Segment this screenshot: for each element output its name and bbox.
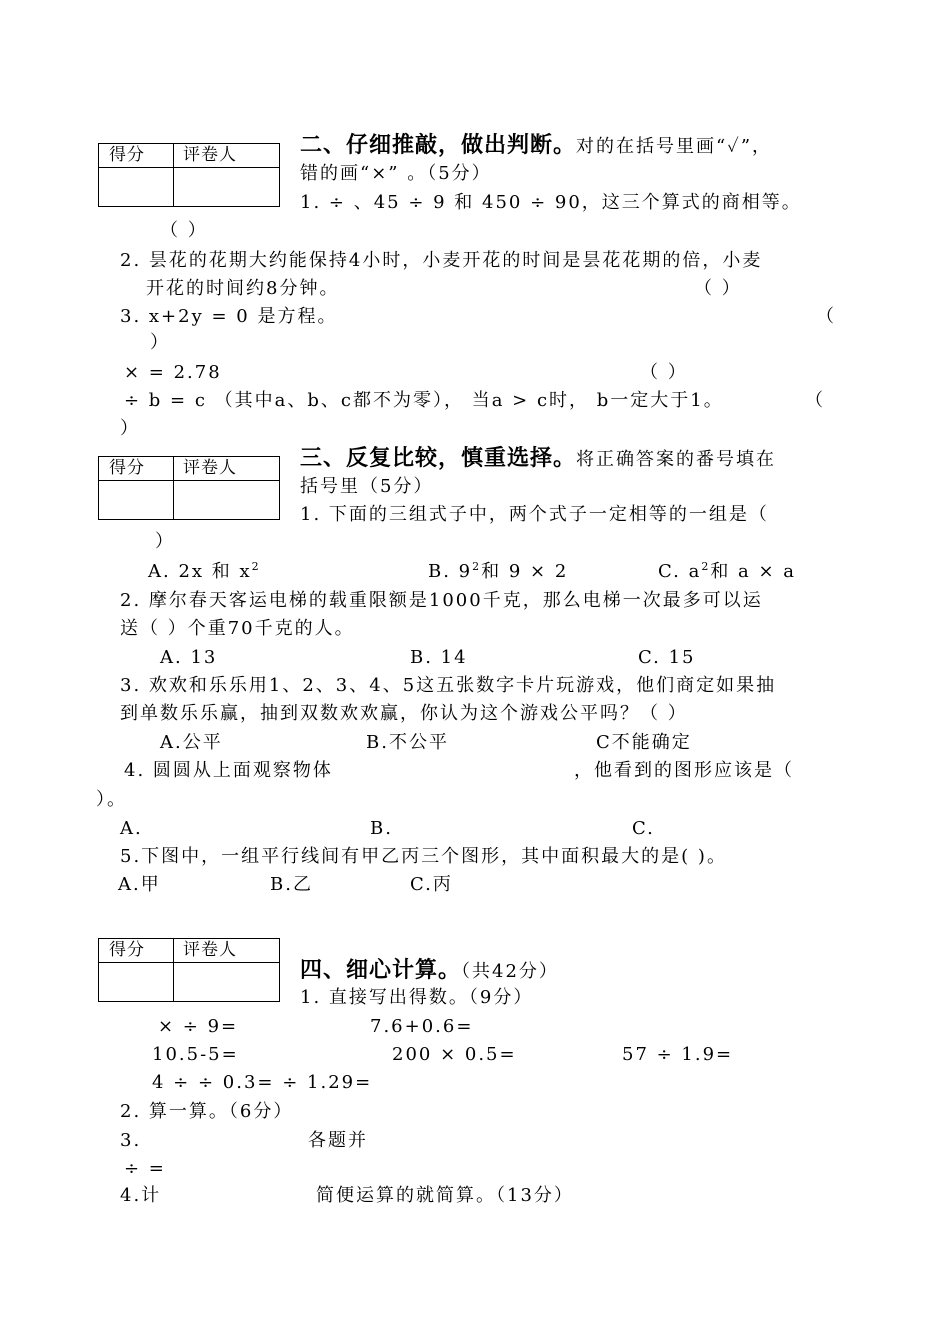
score-label: 得分 [109,145,145,165]
s2-question-1: 1. ÷ 、45 ÷ 9 和 450 ÷ 90，这三个算式的商相等。 [300,192,802,213]
s4-question-3-extra: ÷ = [124,1158,166,1179]
s3-q2-option-b: B. 14 [410,647,468,668]
s3-q4-option-c: C. [632,818,655,839]
section-4-points: （共42分） [461,961,559,982]
s3-question-4-answer-close: ）。 [96,789,127,810]
section-2-instruction-2: 错的画“×” 。（5分） [300,163,492,184]
s3-q5-option-c: C.丙 [410,874,453,895]
s3-question-2-line-2: 送（ ）个重70千克的人。 [120,618,355,639]
grader-label: 评卷人 [183,145,237,165]
s3-question-4: 4. 圆圆从上面观察物体 [124,760,333,781]
s3-q3-option-b: B.不公平 [366,732,449,753]
s3-question-5: 5.下图中，一组平行线间有甲乙丙三个图形，其中面积最大的是( )。 [120,846,727,867]
s2-question-1-answer: （ ） [160,220,208,241]
section-3-instruction-2: 括号里（5分） [300,476,434,497]
score-box [98,143,280,207]
grader-label: 评卷人 [183,458,237,478]
s3-q3-option-c: C不能确定 [596,732,692,753]
section-3-title: 三、反复比较，慎重选择。 [300,446,577,471]
s3-q1-option-c: C. $a^2$和 a × a [658,560,797,582]
s3-question-1: 1. 下面的三组式子中，两个式子一定相等的一组是（ [300,504,769,525]
score-label: 得分 [109,940,145,960]
score-label: 得分 [109,458,145,478]
s2-question-3-answer-close: ） [150,332,170,353]
s3-q1-option-b: B. $9^2$和 9 × 2 [428,560,569,582]
s2-question-3-answer-open: （ [816,306,836,327]
s3-q4-option-a: A. [120,818,143,839]
s4-question-4-pre: 4.计 [120,1185,162,1206]
s3-q4-option-b: B. [370,818,393,839]
section-2-instruction: 对的在括号里画“✓”， [576,136,773,157]
calc-r1-c1: × ÷ 9= [158,1016,239,1037]
score-box [98,938,280,1002]
section-3-heading [300,448,776,470]
s2-question-4: × = 2.78 [124,362,222,383]
section-4-heading [300,960,559,982]
calc-r3: 4 ÷ ÷ 0.3= ÷ 1.29= [152,1072,373,1093]
s4-question-3-post: 各题并 [308,1130,368,1151]
s4-question-4-post: 简便运算的就简算。（13分） [316,1185,574,1206]
s3-question-3-line-2: 到单数乐乐赢，抽到双数欢欢赢，你认为这个游戏公平吗？（ ） [120,703,688,724]
s2-question-2-line-1: 2. 昙花的花期大约能保持4小时，小麦开花的时间是昙花花期的倍，小麦 [120,250,763,271]
s4-question-1: 1. 直接写出得数。（9分） [300,987,534,1008]
s2-question-4-answer: （ ） [640,362,688,383]
s2-question-5: ÷ b = c （其中a、b、c都不为零）， 当a > c时， b一定大于1。 [124,390,724,411]
s3-q2-option-c: C. 15 [638,647,696,668]
s2-question-3: 3. x+2y = 0 是方程。 [120,306,338,327]
section-4-title: 四、细心计算。 [300,958,462,983]
s3-q5-option-b: B.乙 [270,874,313,895]
s4-question-3-pre: 3. [120,1130,142,1151]
s2-question-2-answer: （ ） [694,278,742,299]
s3-question-4-cont: ，他看到的图形应该是（ [574,760,794,781]
calc-r2-c3: 57 ÷ 1.9= [622,1044,734,1065]
score-box [98,456,280,520]
s3-q3-option-a: A.公平 [160,732,223,753]
s3-question-2-line-1: 2. 摩尔春天客运电梯的载重限额是1000千克，那么电梯一次最多可以运 [120,590,763,611]
s3-q2-option-a: A. 13 [160,647,218,668]
s3-q5-option-a: A.甲 [118,874,161,895]
s3-question-1-answer-close: ） [155,531,175,552]
s3-q1-option-a: A. 2x 和 $x^2$ [148,560,261,582]
s2-question-2-line-2: 开花的时间约8分钟。 [146,278,340,299]
s3-question-3-line-1: 3. 欢欢和乐乐用1、2、3、4、5这五张数字卡片玩游戏，他们商定如果抽 [120,675,777,696]
s2-question-5-answer-open: （ [805,390,825,411]
section-3-instruction: 将正确答案的番号填在 [576,449,777,470]
s4-question-2: 2. 算一算。（6分） [120,1101,294,1122]
section-2-title: 二、仔细推敲，做出判断。 [300,133,577,158]
grader-label: 评卷人 [183,940,237,960]
s2-question-5-answer-close: ） [120,418,140,439]
calc-r2-c1: 10.5-5= [152,1044,239,1065]
calc-r1-c2: 7.6+0.6= [370,1016,474,1037]
calc-r2-c2: 200 × 0.5= [392,1044,517,1065]
section-2-heading [300,135,772,157]
